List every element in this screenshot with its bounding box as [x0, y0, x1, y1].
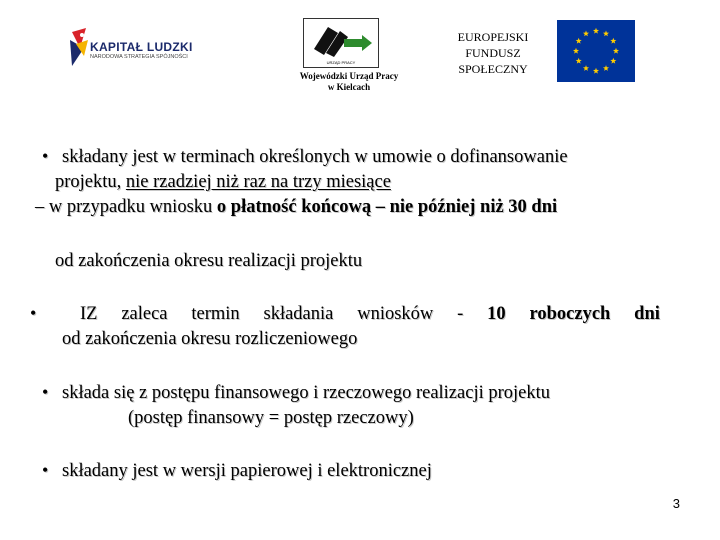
wup-caption-line2: w Kielcach	[327, 82, 371, 92]
bullet-2-word: składania	[263, 304, 334, 324]
bullet-1-line3-text: – w przypadku wniosku	[35, 197, 217, 217]
kapital-ludzki-subtitle: NARODOWA STRATEGIA SPÓJNOŚCI	[90, 54, 188, 60]
bullet-1-line4: od zakończenia okresu realizacji projektu	[55, 251, 363, 271]
bullet-2-word: IZ	[80, 304, 98, 324]
bullet-3-marker: •	[42, 382, 49, 402]
wup-emblem-icon	[304, 19, 378, 67]
bullet-1-line2-text: projektu,	[55, 172, 126, 192]
efs-label	[448, 29, 538, 77]
bullet-1-line3	[35, 196, 557, 218]
bullet-2-word-bold: 10	[487, 304, 506, 324]
bullet-2-line1	[80, 303, 660, 325]
wup-badge-text: URZĄD PRACY	[326, 60, 356, 65]
wup-logo	[303, 18, 379, 68]
wup-caption	[290, 71, 408, 93]
bullet-1-line2-underlined: nie rzadziej niż raz na trzy miesiące	[125, 172, 391, 192]
bullet-2-word-bold: roboczych	[529, 304, 611, 324]
bullet-1-line1: składany jest w terminach określonych w umowie o dofinansowanie	[62, 147, 568, 167]
bullet-3-line2: (postęp finansowy = postęp rzeczowy)	[128, 408, 414, 428]
bullet-3-line1: składa się z postępu finansowego i rzeczowego realizacji projektu	[62, 383, 551, 403]
bullet-2-word: -	[457, 304, 464, 324]
bullet-4-line1: składany jest w wersji papierowej i elektronicznej	[62, 461, 432, 481]
bullet-2-word-bold: dni	[634, 304, 660, 324]
wup-caption-line1: Wojewódzki Urząd Pracy	[299, 71, 399, 81]
eu-flag-icon	[557, 20, 635, 82]
efs-line2: FUNDUSZ	[465, 46, 521, 60]
bullet-1-line3-bold: o płatność końcową – nie później niż 30 dni	[216, 197, 558, 217]
bullet-2-word: zaleca	[121, 304, 168, 324]
bullet-1-line2	[55, 171, 391, 193]
bullet-2-word: wniosków	[357, 304, 434, 324]
bullet-4-marker: •	[42, 460, 49, 480]
bullet-2-line2: od zakończenia okresu rozliczeniowego	[62, 329, 358, 349]
page-number: 3	[672, 496, 680, 511]
efs-line3: SPOŁECZNY	[458, 62, 528, 76]
efs-line1: EUROPEJSKI	[457, 30, 529, 44]
bullet-1-marker: •	[42, 146, 49, 166]
bullet-2-marker: •	[30, 303, 37, 323]
kapital-ludzki-title: KAPITAŁ LUDZKI	[90, 40, 193, 54]
bullet-2-word: termin	[191, 304, 240, 324]
